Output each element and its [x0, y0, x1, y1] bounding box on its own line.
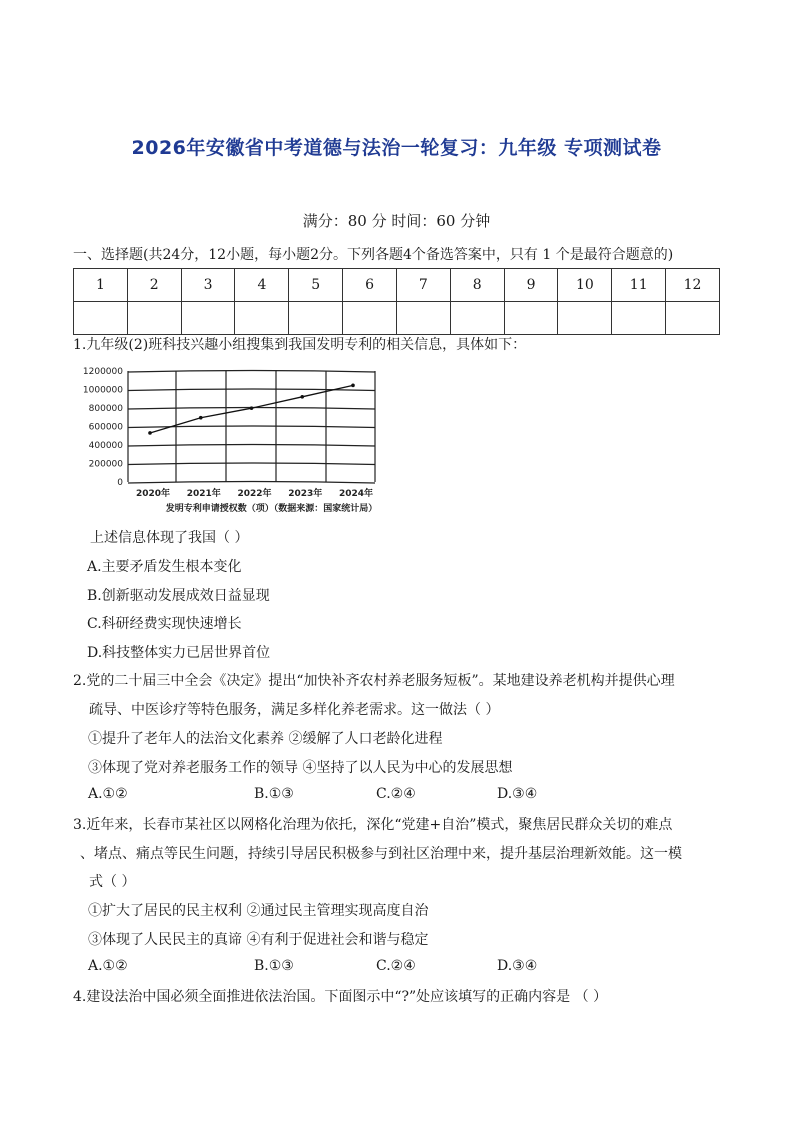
q2-statements-2: ③体现了党对养老服务工作的领导 ④坚持了以人民为中心的发展思想 [88, 760, 513, 776]
q3-option-c: C.②④ [376, 958, 416, 974]
q3-option-b: B.①③ [254, 958, 294, 974]
gridline-h [128, 482, 375, 484]
answer-cell-9[interactable] [504, 302, 558, 335]
q1-option-c: C.科研经费实现快速增长 [87, 616, 242, 632]
q1-stem: 1.九年级(2)班科技兴趣小组搜集到我国发明专利的相关信息，具体如下： [73, 337, 527, 353]
answer-number-9: 9 [504, 269, 558, 302]
answer-cell-3[interactable] [181, 302, 235, 335]
data-point [300, 395, 304, 399]
answer-number-5: 5 [289, 269, 343, 302]
y-tick-label: 600000 [88, 422, 123, 433]
answer-cell-1[interactable] [74, 302, 128, 335]
answer-number-3: 3 [181, 269, 235, 302]
gridline-h [128, 371, 375, 373]
answer-cell-10[interactable] [558, 302, 612, 335]
q3-option-d: D.③④ [497, 958, 538, 974]
answer-table-blank-row [74, 302, 720, 335]
y-tick-label: 200000 [88, 459, 123, 470]
answer-cell-6[interactable] [343, 302, 397, 335]
q1-option-a: A.主要矛盾发生根本变化 [87, 559, 242, 575]
data-point [250, 406, 254, 410]
answer-number-7: 7 [396, 269, 450, 302]
answer-number-12: 12 [666, 269, 720, 302]
q2-statements-1: ①提升了老年人的法治文化素养 ②缓解了人口老龄化进程 [88, 731, 443, 747]
q3-stem-line1: 3.近年来，长春市某社区以网格化治理为依托，深化“党建+自治”模式，聚焦居民群众关切的难点 [73, 817, 673, 833]
q1-option-b: B.创新驱动发展成效日益显现 [87, 588, 270, 604]
gridline-h [128, 445, 375, 447]
q3-stem-line2: 、堵点、痛点等民生问题，持续引导居民积极参与到社区治理中来，提升基层治理新效能。这一模 [80, 846, 682, 862]
data-point [351, 384, 355, 388]
answer-number-4: 4 [235, 269, 289, 302]
chart-caption: 发明专利申请授权数（项）（数据来源：国家统计局） [165, 504, 378, 514]
x-tick-label: 2023年 [288, 489, 323, 499]
q3-option-a: A.①② [88, 958, 128, 974]
y-tick-label: 0 [117, 478, 123, 488]
answer-table [73, 268, 720, 335]
answer-cell-11[interactable] [612, 302, 666, 335]
answer-cell-5[interactable] [289, 302, 343, 335]
q3-statements-1: ①扩大了居民的民主权利 ②通过民主管理实现高度自治 [88, 903, 429, 919]
q1-question: 上述信息体现了我国（ ） [90, 530, 249, 546]
x-tick-label: 2021年 [186, 489, 221, 499]
answer-cell-7[interactable] [396, 302, 450, 335]
answer-cell-12[interactable] [666, 302, 720, 335]
y-tick-label: 1000000 [82, 385, 123, 396]
score-time-line: 满分：80 分 时间：60 分钟 [302, 212, 491, 230]
q1-option-d: D.科技整体实力已居世界首位 [87, 645, 271, 661]
q2-stem-line2: 疏导、中医诊疗等特色服务，满足多样化养老需求。这一做法（ ） [89, 702, 500, 718]
answer-number-10: 10 [558, 269, 612, 302]
x-tick-label: 2024年 [338, 489, 374, 499]
q2-option-d: D.③④ [497, 786, 538, 802]
page-title: 2026年安徽省中考道德与法治一轮复习：九年级 专项测试卷 [131, 137, 662, 159]
q3-statements-2: ③体现了人民民主的真谛 ④有利于促进社会和谐与稳定 [88, 932, 429, 948]
data-point [199, 416, 203, 420]
answer-number-8: 8 [450, 269, 504, 302]
section-heading: 一、选择题(共24分，12小题，每小题2分。下列各题4个备选答案中，只有 1 个是最符合题意的) [73, 247, 674, 263]
q4-stem: 4.建设法治中国必须全面推进依法治国。下面图示中“?”处应该填写的正确内容是 （ ） [73, 989, 608, 1005]
x-tick-label: 2022年 [237, 489, 272, 499]
q2-option-b: B.①③ [254, 786, 294, 802]
answer-number-6: 6 [343, 269, 397, 302]
q2-option-a: A.①② [88, 786, 128, 802]
patent-line-chart [73, 362, 443, 517]
answer-number-11: 11 [612, 269, 666, 302]
q3-stem-line3: 式（ ） [89, 874, 136, 890]
y-tick-label: 400000 [88, 441, 123, 451]
q2-stem-line1: 2.党的二十届三中全会《决定》提出“加快补齐农村养老服务短板”。某地建设养老机构并提供心理 [73, 673, 675, 689]
gridline-h [128, 463, 375, 465]
answer-number-1: 1 [74, 269, 128, 302]
x-tick-label: 2020年 [135, 489, 171, 499]
q2-option-c: C.②④ [376, 786, 416, 802]
gridline-h [128, 426, 375, 428]
answer-number-2: 2 [127, 269, 181, 302]
answer-cell-4[interactable] [235, 302, 289, 335]
y-tick-label: 1200000 [82, 367, 123, 377]
data-point [148, 431, 152, 435]
answer-table-header-row [74, 269, 720, 302]
answer-cell-2[interactable] [127, 302, 181, 335]
answer-cell-8[interactable] [450, 302, 504, 335]
y-tick-label: 800000 [88, 404, 123, 414]
